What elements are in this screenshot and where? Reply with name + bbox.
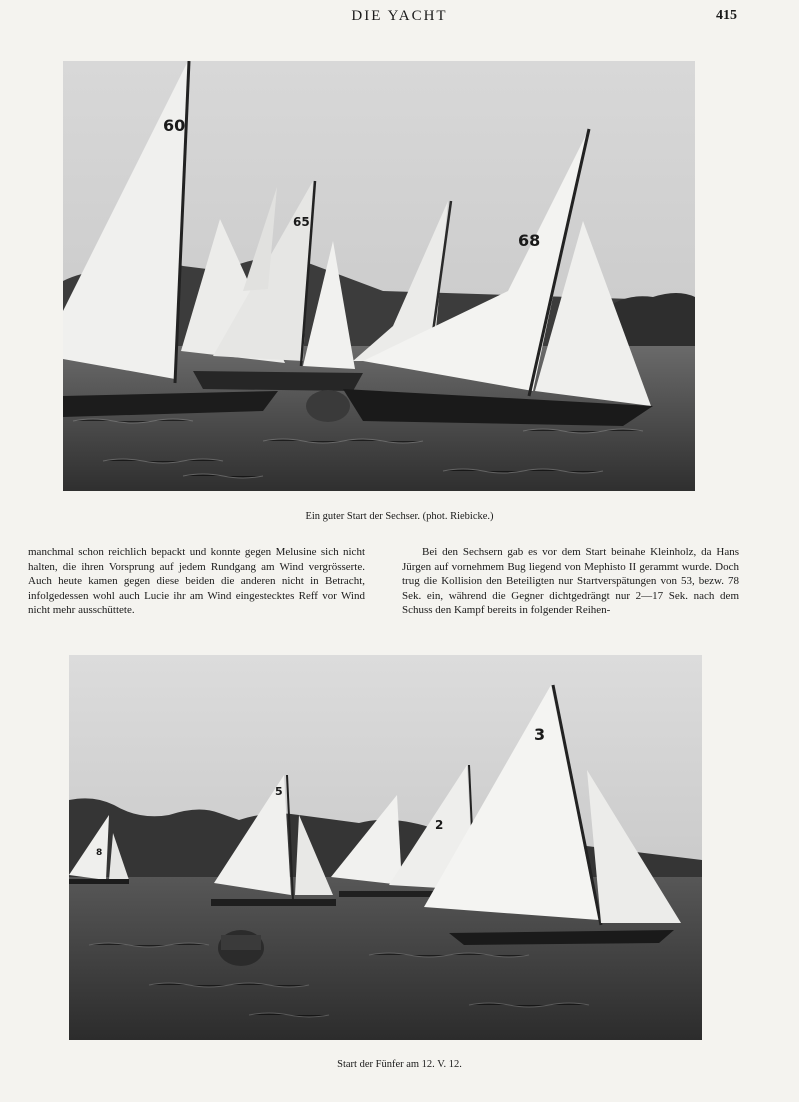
sail-number-8: 8 [96,848,103,858]
sail-number-68: 68 [518,231,541,250]
sail-number-2: 2 [435,818,444,832]
photo-sechser-start [63,61,695,491]
sail-number-60: 60 [163,116,186,135]
photo-fuenfer-start [69,655,702,1040]
article-paragraph-right: Bei den Sechsern gab es vor dem Start beinahe Kleinholz, da Hans Jürgen auf vornehmem Bug liegend von Mephisto II gerammt wurde. Doch trug die Kollision den Beteiligten nur Startverspätungen von 53, bezw. 78 Sek. ein, während die Gegner dichtgedrängt nur 2—17 Sek. nach dem Schuss den Kampf bereits in folgender Reihen- [402,546,739,617]
sail-number-5: 5 [275,785,283,798]
journal-title: DIE YACHT [351,8,448,24]
photo-caption-top: Ein guter Start der Sechser. (phot. Riebicke.) [305,511,494,522]
article-paragraph-left: manchmal schon reichlich bepackt und konnte gegen Melusine sich nicht halten, die ihren Vorsprung auf jedem Rundgang am Wind vergrösserte. Auch heute kamen gegen diese beiden die anderen nicht in Betracht, infolgedessen wohl auch Lucie ihr am Wind eingestecktes Reff vor Wind nicht mehr ausschüttete. [28,546,365,617]
sail-number-65: 65 [293,215,310,229]
page-number: 415 [716,8,737,23]
article-column-left [28,545,365,618]
article-column-right [402,545,739,618]
sail-number-3: 3 [534,725,546,744]
photo-caption-bottom: Start der Fünfer am 12. V. 12. [337,1059,462,1070]
